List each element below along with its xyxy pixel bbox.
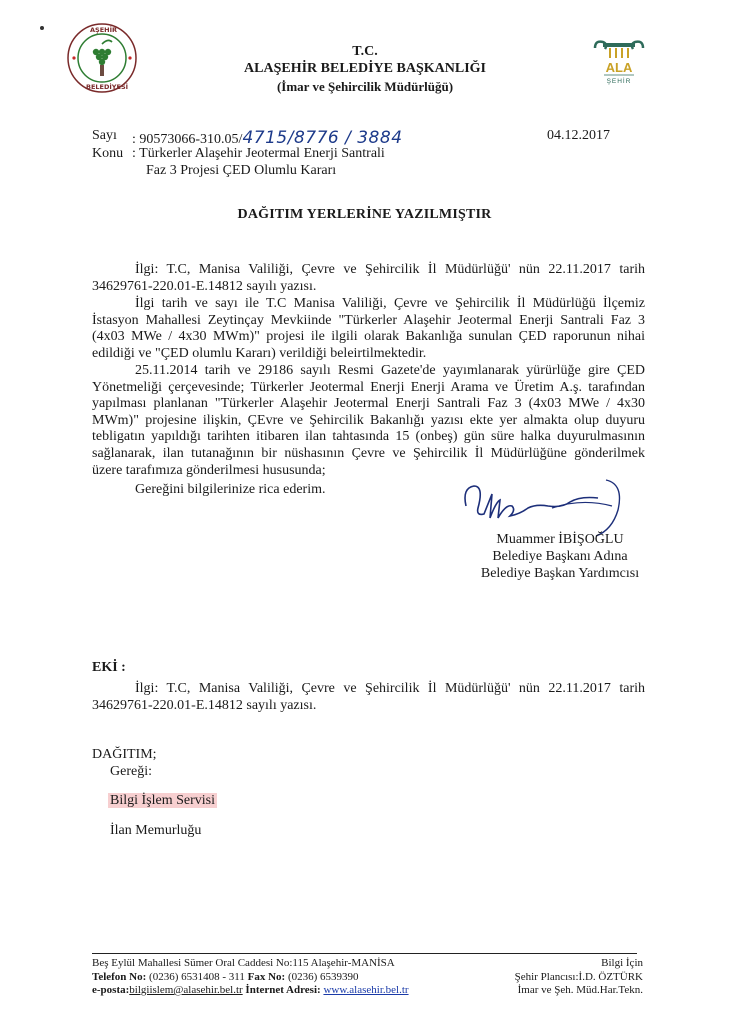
footer-contact [92,957,472,998]
footer-planner: Şehir Plancısı:İ.D. ÖZTÜRK [514,970,643,983]
website-label: İnternet Adresi: [245,984,321,996]
email-value[interactable]: bilgiislem@alasehir.bel.tr [129,984,243,996]
email-label: e-posta: [92,984,130,996]
svg-text:ŞEHİR: ŞEHİR [606,78,632,85]
paragraph-line: (4x03 MWe / 4x30 MWm)" projesi ile ilgili olarak Bakanlığa sunulan ÇED raporunun nihai [92,329,645,345]
paragraph-ilgi [92,262,645,295]
konu-line-1: : Türkerler Alaşehir Jeotermal Enerji Santrali [132,146,385,161]
attachment-heading: EKİ : [92,660,126,675]
paragraph-line: üzere tarafımıza gönderilmesi hususunda; [92,462,326,478]
paragraph-line: 34629761-220.01-E.14812 sayılı yazısı. [92,278,317,294]
closing-sentence: Gereğini bilgilerinize rica ederim. [135,482,326,497]
konu-line-2: Faz 3 Projesi ÇED Olumlu Kararı [146,163,337,178]
header-municipality: ALAŞEHİR BELEDİYE BAŞKANLIĞI [244,61,486,76]
paragraph-line: 25.11.2014 tarih ve 29186 sayılı Resmi Gazete'de yayımlanarak yürürlüğe gire ÇED [135,363,645,378]
signatory-title: Belediye Başkan Yardımcısı [480,566,640,581]
fax-value: (0236) 6539390 [287,970,359,983]
paragraph-line: yapılması planlanan "Türkerler Alaşehir Jeotermal Enerji Santrali Faz 3 (4x03 MWe / 4x30 [92,396,645,412]
attachment-line: 34629761-220.01-E.14812 sayılı yazısı. [92,697,317,713]
paragraph-line: edildiği ve "ÇED olumlu Kararı) verildiği beleirtilmektedir. [92,345,427,361]
svg-text:ALA: ALA [605,60,633,75]
paragraph-line: İstasyon Mahallesi Zeytinçay Mevkiinde "Türkerler Alaşehir Jeotermal Enerji Santrali Faz 3 [92,312,645,328]
sayi-label: Sayı [92,128,117,143]
distribution-item-label: Bilgi İşlem Servisi [110,793,215,808]
phone-label: Telefon No: [92,970,147,983]
handwritten-signature [456,476,646,538]
sayi-value [132,128,403,148]
footer-department: İmar ve Şeh. Müd.Har.Tekn. [517,984,643,996]
paragraph-line: İlgi tarih ve sayı ile T.C Manisa Valiliği, Çevre ve Şehircilik İl Müdürlüğü İlçemiz [135,296,645,311]
signatory-name: Muammer İBİŞOĞLU [496,532,624,547]
alasehir-brand-logo [589,38,649,88]
paragraph-line: MWm)" projesine ilişkin, ÇEvre ve Şehircilik Bakanlığı yazısı ekte yer almakta olup duyuru [92,412,645,428]
paragraph-line: tebligatın yapıldığı tarihten itibaren ilan tahtasında 15 (onbeş) gün süre halka duyurulmasının [92,429,645,445]
distribution-heading: DAĞITIM; [92,747,157,762]
signatory-role: Belediye Başkanı Adına [492,549,628,564]
paragraph-line: İlgi: T.C, Manisa Valiliği, Çevre ve Şehircilik İl Müdürlüğü' nün 22.11.2017 tarih [135,262,645,277]
footer-info-label: Bilgi İçin [601,957,643,969]
konu-label: Konu [92,146,124,161]
fax-label: Fax No: [247,970,286,983]
sayi-handwritten-number: 4715/8776 / 3884 [242,128,403,148]
document-date: 04.12.2017 [547,128,610,143]
scan-dot [40,26,44,30]
footer-phone-fax [92,971,472,985]
header-tc: T.C. [352,44,378,59]
footer-contact-person [480,957,643,998]
paragraph-line: sağlanarak, ilan tutanağının bir nüshasının Çevre ve Şehircilik İl Müdürlüğüne gönderilmek [92,445,645,461]
distribution-item [108,793,217,809]
distribution-action: Gereği: [110,764,152,779]
document-title: DAĞITIM YERLERİNE YAZILMIŞTIR [237,207,492,222]
website-link[interactable]: www.alasehir.bel.tr [323,984,409,996]
phone-value: (0236) 6531408 - 311 [149,970,245,983]
attachment-text [92,681,645,714]
distribution-item: İlan Memurluğu [110,823,202,838]
header-department: (İmar ve Şehircilik Müdürlüğü) [276,79,454,94]
municipality-seal-logo [66,22,138,94]
footer-email-web [92,984,472,998]
paragraph-line: Yönetmeliği çerçevesinde; Türkerler Jeotermal Enerji Enerji Arama ve Üretim A.ş. tarafından [92,379,645,395]
footer-divider [92,953,637,954]
svg-text:BELEDİYESİ: BELEDİYESİ [86,83,129,91]
paragraph-regulation [92,363,645,479]
svg-text:AŞEHİR: AŞEHİR [90,26,118,34]
attachment-line: İlgi: T.C, Manisa Valiliği, Çevre ve Şehircilik İl Müdürlüğü' nün 22.11.2017 tarih [135,681,645,696]
sayi-number: : 90573066-310.05/ [132,132,243,147]
paragraph-main [92,296,645,362]
footer-address: Beş Eylül Mahallesi Sümer Oral Caddesi No:115 Alaşehir-MANİSA [92,957,395,969]
